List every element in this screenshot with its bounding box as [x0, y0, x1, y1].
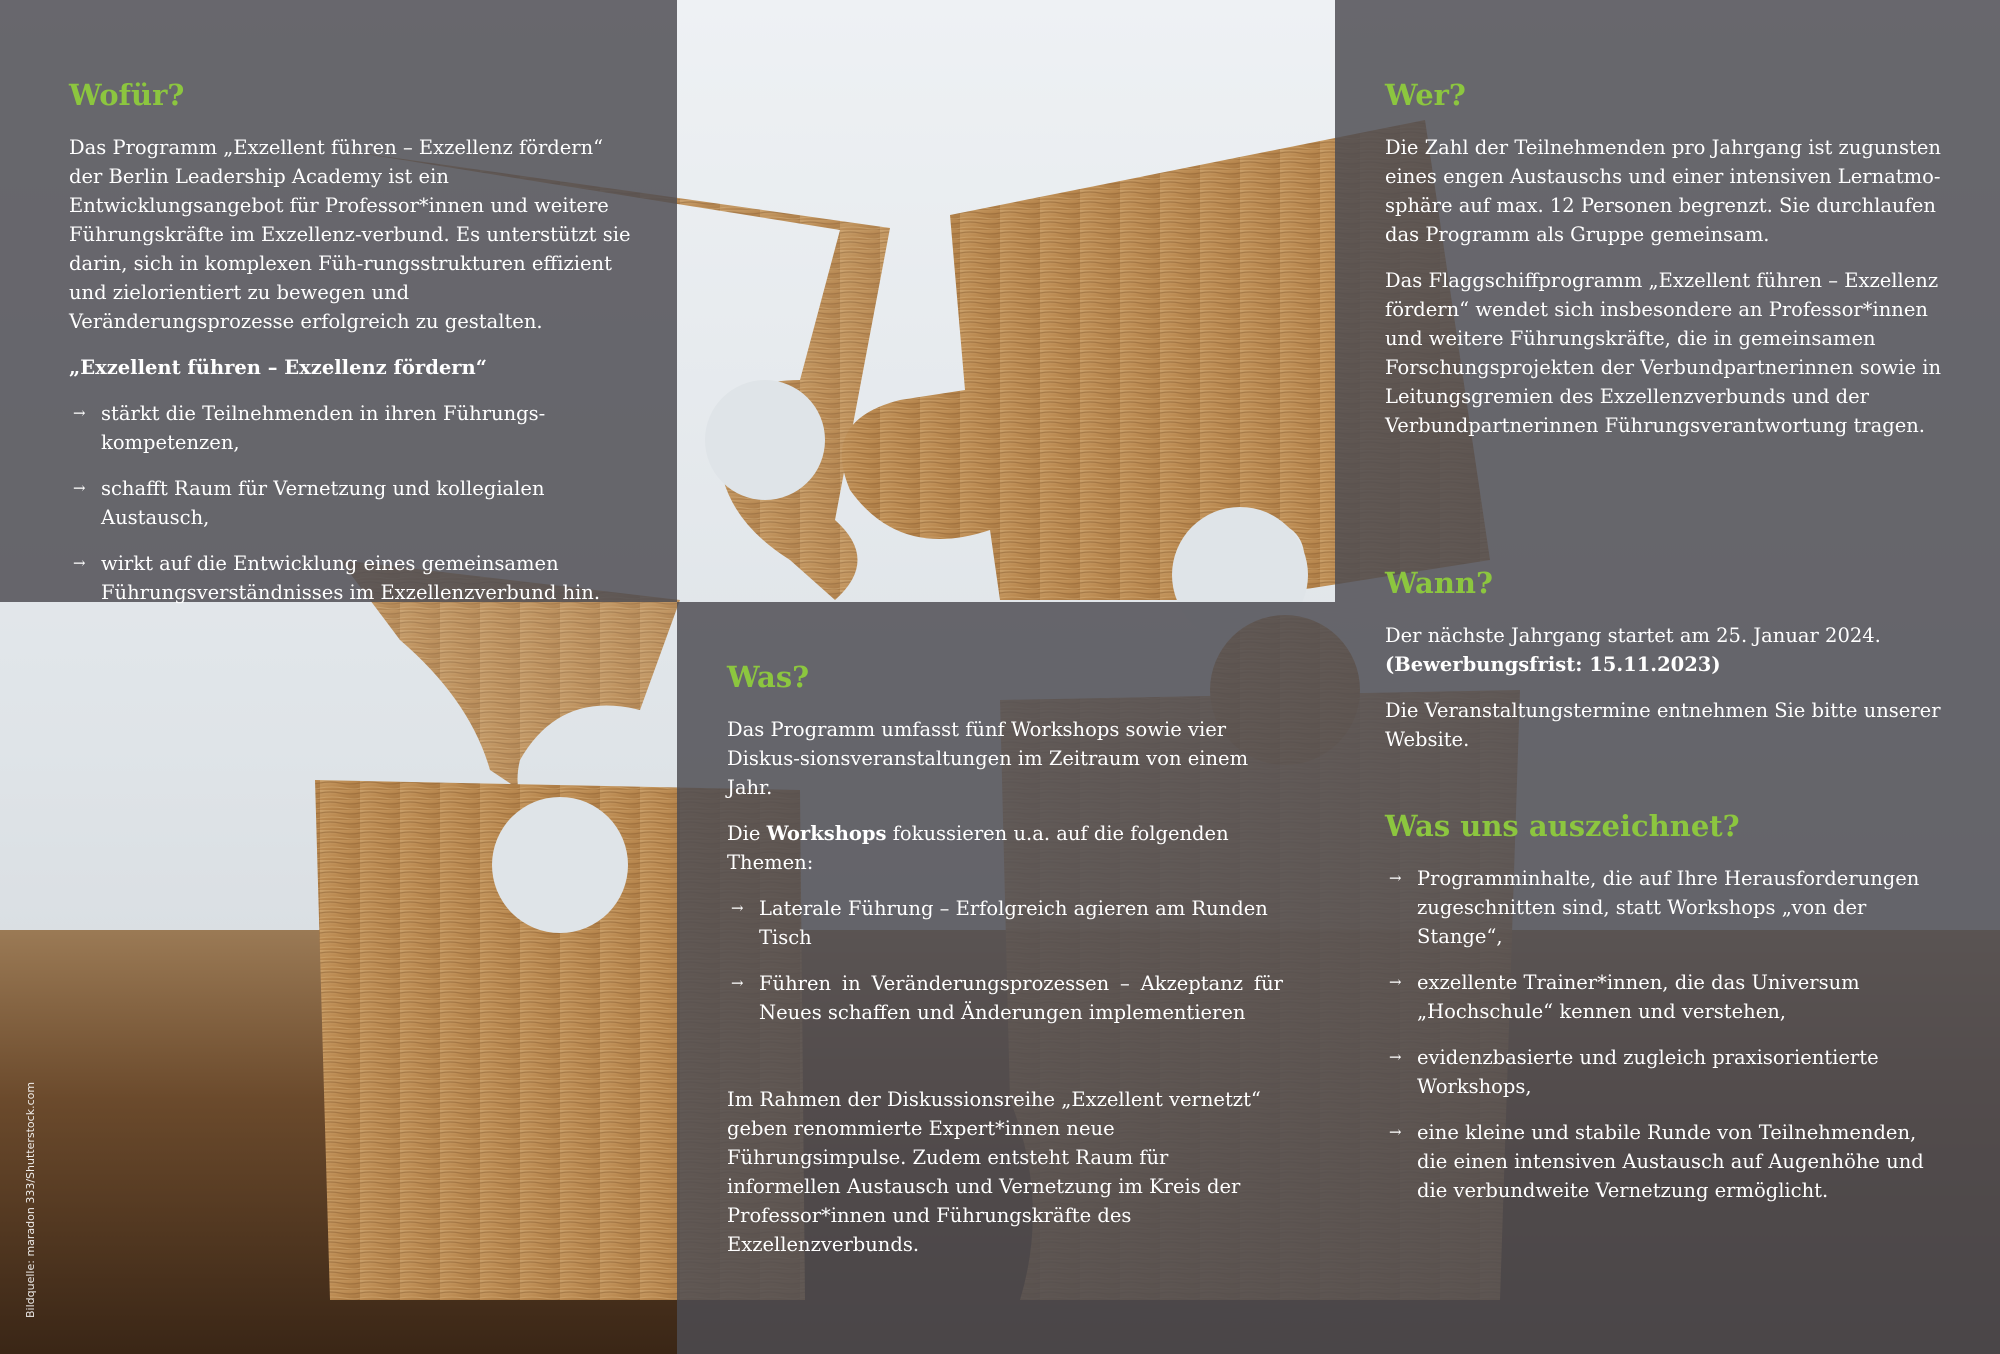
wann-para-1 — [1385, 621, 1950, 679]
list-item: → Laterale Führung – Erfolgreich agieren am Runden Tisch — [727, 894, 1283, 952]
auszeichnet-list — [1385, 864, 1950, 1205]
list-item: → wirkt auf die Entwicklung eines gemeinsamen Führungsverständnisses im Exzellenzverbund hin. — [69, 549, 634, 607]
heading-was: Was? — [727, 660, 810, 694]
arrow-right-icon: → — [1389, 868, 1402, 887]
wann-para-2: Die Veranstaltungstermine entnehmen Sie bitte unserer Website. — [1385, 698, 1941, 751]
list-item: → exzellente Trainer*innen, die das Universum „Hochschule“ kennen und verstehen, — [1385, 968, 1950, 1026]
heading-wann: Wann? — [1385, 566, 1493, 600]
section-wer — [1385, 78, 1950, 457]
heading-wer: Wer? — [1385, 78, 1466, 112]
list-item: → stärkt die Teilnehmenden in ihren Führungs-kompetenzen, — [69, 399, 634, 457]
heading-auszeichnet: Was uns auszeichnet? — [1385, 809, 1740, 843]
wann-deadline: (Bewerbungsfrist: 15.11.2023) — [1385, 652, 1721, 676]
was-workshops-intro: Die Workshops fokussieren u.a. auf die folgenden Themen: — [727, 821, 1229, 874]
wann-start-date: Der nächste Jahrgang startet am 25. Januar 2024. — [1385, 623, 1881, 647]
section-was — [727, 660, 1283, 1276]
list-item: → eine kleine und stabile Runde von Teilnehmenden, die einen intensiven Austausch auf Augenhöhe und die verbundweite Vernetzung ermöglicht. — [1385, 1118, 1950, 1205]
was-para-3: Im Rahmen der Diskussionsreihe „Exzellent vernetzt“ geben renommierte Expert*innen neue Führungsimpulse. Zudem entsteht Raum für informellen Austausch und Vernetzung im Kreis der Professor*innen und Führungskräfte des Exzellenzverbunds. — [727, 1087, 1261, 1256]
arrow-right-icon: → — [1389, 972, 1402, 991]
arrow-right-icon: → — [73, 478, 86, 497]
arrow-right-icon: → — [731, 973, 744, 992]
was-para-1: Das Programm umfasst fünf Workshops sowie vier Diskus-sionsveranstaltungen im Zeitraum von einem Jahr. — [727, 717, 1249, 799]
section-wofuer — [69, 78, 634, 624]
arrow-right-icon: → — [1389, 1122, 1402, 1141]
wofuer-list — [69, 399, 634, 607]
heading-wofuer: Wofür? — [69, 78, 185, 112]
section-wann — [1385, 566, 1950, 771]
wofuer-subheading: „Exzellent führen – Exzellenz fördern“ — [69, 355, 487, 379]
arrow-right-icon: → — [731, 898, 744, 917]
list-item: → schafft Raum für Vernetzung und kollegialen Austausch, — [69, 474, 634, 532]
list-item: → evidenzbasierte und zugleich praxisorientierte Workshops, — [1385, 1043, 1950, 1101]
arrow-right-icon: → — [1389, 1047, 1402, 1066]
section-auszeichnet — [1385, 809, 1950, 1222]
list-item: → Führen in Veränderungsprozessen – Akzeptanz für Neues schaffen und Änderungen implementieren — [727, 969, 1283, 1027]
list-item: → Programminhalte, die auf Ihre Herausforderungen zugeschnitten sind, statt Workshops „von der Stange“, — [1385, 864, 1950, 951]
arrow-right-icon: → — [73, 553, 86, 572]
wer-para-2: Das Flaggschiffprogramm „Exzellent führen – Exzellenz fördern“ wendet sich insbesondere an Professor*innen und weitere Führungskräfte, die in gemeinsamen Forschungsprojekten der Verbundpartnerinnen sowie in Leitungsgremien des Exzellenzverbunds und der Verbundpartnerinnen Führungsverantwortung tragen. — [1385, 268, 1942, 437]
was-list — [727, 894, 1283, 1027]
wer-para-1: Die Zahl der Teilnehmenden pro Jahrgang ist zugunsten eines engen Austauschs und einer intensiven Lernatmo-sphäre auf max. 12 Personen begrenzt. Sie durchlaufen das Programm als Gruppe gemeinsam. — [1385, 135, 1941, 246]
photo-credit: Bildquelle: maradon 333/Shutterstock.com — [24, 1081, 37, 1318]
arrow-right-icon: → — [73, 403, 86, 422]
wofuer-intro: Das Programm „Exzellent führen – Exzellenz fördern“ der Berlin Leadership Academy ist ein Entwicklungsangebot für Professor*innen und weitere Führungskräfte im Exzellenz-verbund. Es unterstützt sie darin, sich in komplexen Füh-rungsstrukturen effizient und zielorientiert zu bewegen und Veränderungsprozesse erfolgreich zu gestalten. — [69, 135, 631, 333]
